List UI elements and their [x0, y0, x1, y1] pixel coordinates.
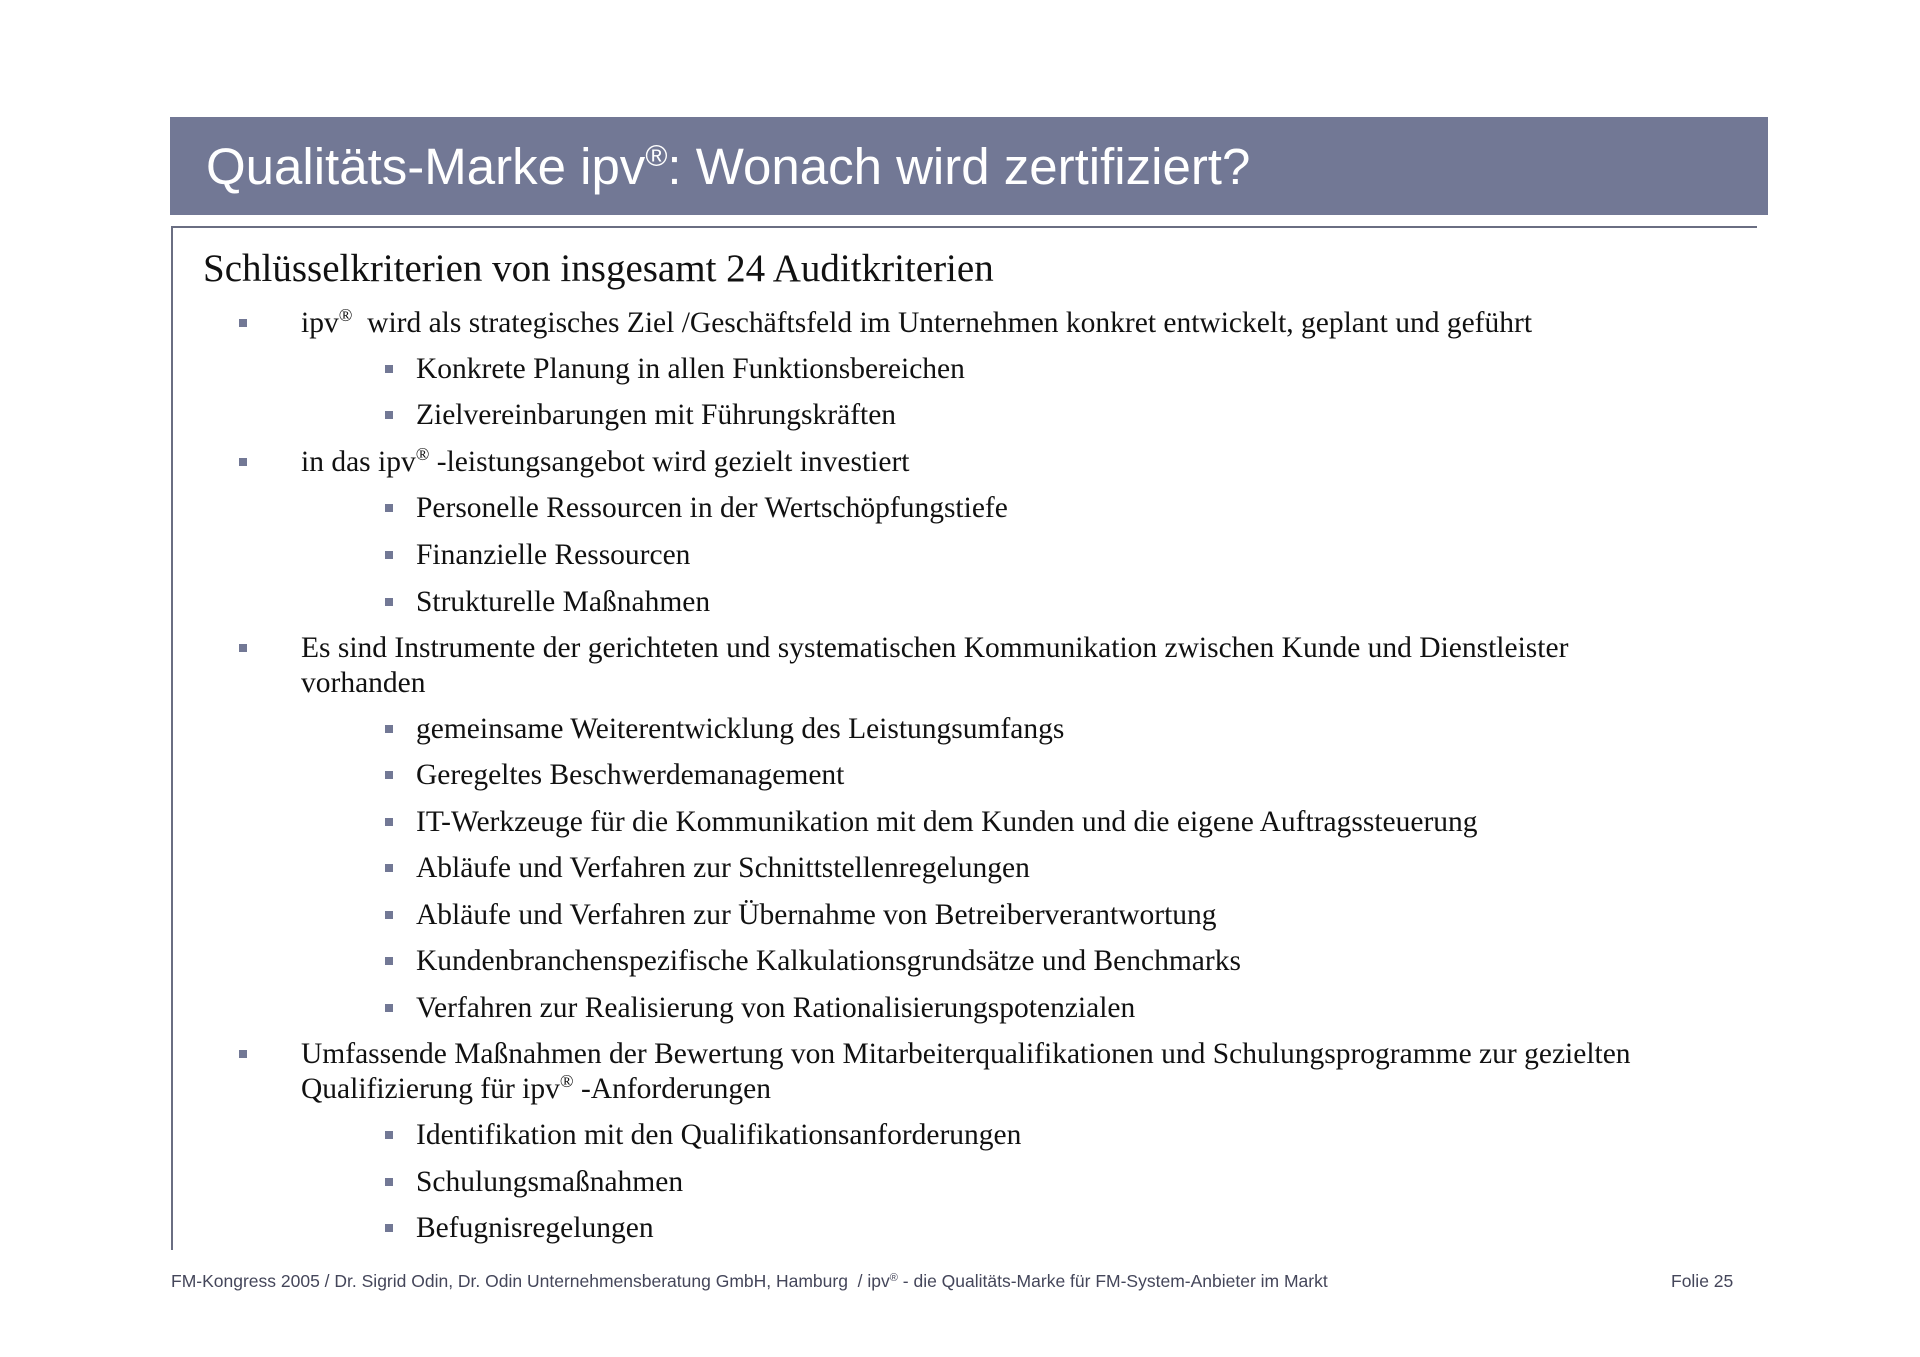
sub-criterion-item: Kundenbranchenspezifische Kalkulationsgrundsätze und Benchmarks [416, 944, 1241, 979]
criterion-item: in das ipv® -leistungsangebot wird gezielt investiert [301, 445, 909, 480]
sub-criterion-item: IT-Werkzeuge für die Kommunikation mit dem Kunden und die eigene Auftragssteuerung [416, 805, 1478, 840]
square-bullet-icon [385, 818, 393, 826]
square-bullet-icon [385, 1131, 393, 1139]
criterion-item: ipv® wird als strategisches Ziel /Geschäftsfeld im Unternehmen konkret entwickelt, geplant und geführt [301, 306, 1532, 341]
slide-title: Qualitäts-Marke ipv®: Wonach wird zertifiziert? [206, 137, 1251, 195]
square-bullet-icon [239, 1050, 247, 1058]
sub-criterion-item: Geregeltes Beschwerdemanagement [416, 758, 844, 793]
slide-number: Folie 25 [1671, 1271, 1734, 1291]
square-bullet-icon [385, 864, 393, 872]
square-bullet-icon [385, 365, 393, 373]
sub-criterion-item: Personelle Ressourcen in der Wertschöpfungstiefe [416, 491, 1008, 526]
sub-criterion-item: Strukturelle Maßnahmen [416, 585, 710, 620]
sub-criterion-item: Verfahren zur Realisierung von Rationalisierungspotenzialen [416, 991, 1135, 1026]
square-bullet-icon [239, 644, 247, 652]
sub-criterion-item: Befugnisregelungen [416, 1211, 654, 1246]
sub-criterion-item: Identifikation mit den Qualifikationsanforderungen [416, 1118, 1021, 1153]
square-bullet-icon [385, 598, 393, 606]
square-bullet-icon [385, 957, 393, 965]
square-bullet-icon [239, 319, 247, 327]
sub-criterion-item: Abläufe und Verfahren zur Schnittstellenregelungen [416, 851, 1030, 886]
square-bullet-icon [385, 1224, 393, 1232]
sub-criterion-item: Schulungsmaßnahmen [416, 1165, 683, 1200]
square-bullet-icon [385, 504, 393, 512]
sub-criterion-item: Zielvereinbarungen mit Führungskräften [416, 398, 896, 433]
square-bullet-icon [385, 1004, 393, 1012]
footer-source: FM-Kongress 2005 / Dr. Sigrid Odin, Dr. Odin Unternehmensberatung GmbH, Hamburg / ipv® - die Qualitäts-Marke für FM-System-Anbieter im Markt [171, 1271, 1328, 1291]
sub-criterion-item: Finanzielle Ressourcen [416, 538, 690, 573]
square-bullet-icon [385, 725, 393, 733]
square-bullet-icon [385, 411, 393, 419]
square-bullet-icon [239, 458, 247, 466]
criterion-item: Umfassende Maßnahmen der Bewertung von Mitarbeiterqualifikationen und Schulungsprogramme zur gezielten Qualifizierung für ipv® -Anforderungen [301, 1037, 1631, 1107]
sub-criterion-item: Konkrete Planung in allen Funktionsbereichen [416, 352, 965, 387]
section-heading: Schlüsselkriterien von insgesamt 24 Auditkriterien [203, 247, 994, 290]
square-bullet-icon [385, 1178, 393, 1186]
sub-criterion-item: gemeinsame Weiterentwicklung des Leistungsumfangs [416, 712, 1064, 747]
square-bullet-icon [385, 771, 393, 779]
square-bullet-icon [385, 551, 393, 559]
criterion-item: Es sind Instrumente der gerichteten und systematischen Kommunikation zwischen Kunde und Dienstleister vorhanden [301, 631, 1568, 701]
sub-criterion-item: Abläufe und Verfahren zur Übernahme von Betreiberverantwortung [416, 898, 1217, 933]
square-bullet-icon [385, 911, 393, 919]
